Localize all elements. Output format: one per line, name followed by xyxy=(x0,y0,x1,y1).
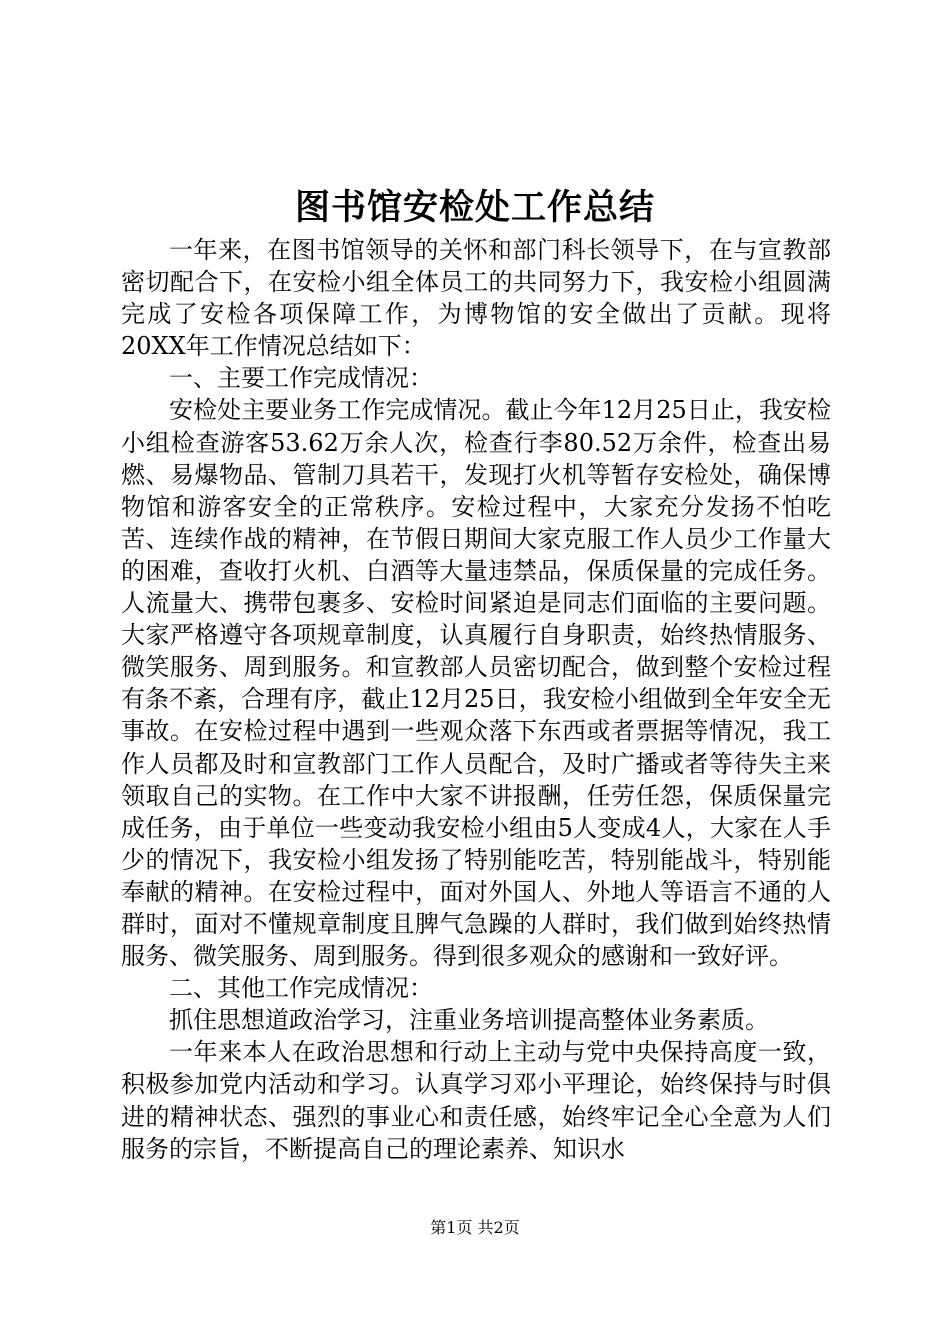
document-body xyxy=(121,234,831,1165)
section-heading-other-work: 二、其他工作完成情况： xyxy=(169,974,433,1003)
paragraph-political-thought: 一年来本人在政治思想和行动上主动与党中央保持高度一致，积极参加党内活动和学习。认真学习邓小平理论，始终保持与时俱进的精神状态、强烈的事业心和责任感，始终牢记全心全意为人们服务的宗旨，不断提高自己的理论素养、知识水 xyxy=(121,1038,831,1163)
section-heading-main-work: 一、主要工作完成情况： xyxy=(169,364,433,393)
paragraph-political-study: 抓住思想道政治学习，注重业务培训提高整体业务素质。 xyxy=(169,1006,769,1035)
paragraph-intro: 一年来，在图书馆领导的关怀和部门科长领导下，在与宣教部密切配合下，在安检小组全体员工的共同努力下，我安检小组圆满完成了安检各项保障工作，为博物馆的安全做出了贡献。现将20XX年工作情况总结如下： xyxy=(121,236,831,361)
document-title: 图书馆安检处工作总结 xyxy=(294,187,655,228)
page-footer: 第1页 共2页 xyxy=(430,1218,520,1237)
paragraph-security-work: 安检处主要业务工作完成情况。截止今年12月25日止，我安检小组检查游客53.62万余人次，检查行李80.52万余件，检查出易燃、易爆物品、管制刀具若干，发现打火机等暂存安检处，确保博物馆和游客安全的正常秩序。安检过程中，大家充分发扬不怕吃苦、连续作战的精神，在节假日期间大家克服工作人员少工作量大的困难，查收打火机、白酒等大量违禁品，保质保量的完成任务。人流量大、携带包裹多、安检时间紧迫是同志们面临的主要问题。大家严格遵守各项规章制度，认真履行自身职责，始终热情服务、微笑服务、周到服务。和宣教部人员密切配合，做到整个安检过程有条不紊，合理有序，截止12月25日，我安检小组做到全年安全无事故。在安检过程中遇到一些观众落下东西或者票据等情况，我工作人员都及时和宣教部门工作人员配合，及时广播或者等待失主来领取自己的实物。在工作中大家不讲报酬，任劳任怨，保质保量完成任务，由于单位一些变动我安检小组由5人变成4人，大家在人手少的情况下，我安检小组发扬了特别能吃苦，特别能战斗，特别能奉献的精神。在安检过程中，面对外国人、外地人等语言不通的人群时，面对不懂规章制度且脾气急躁的人群时，我们做到始终热情服务、微笑服务、周到服务。得到很多观众的感谢和一致好评。 xyxy=(121,396,831,971)
